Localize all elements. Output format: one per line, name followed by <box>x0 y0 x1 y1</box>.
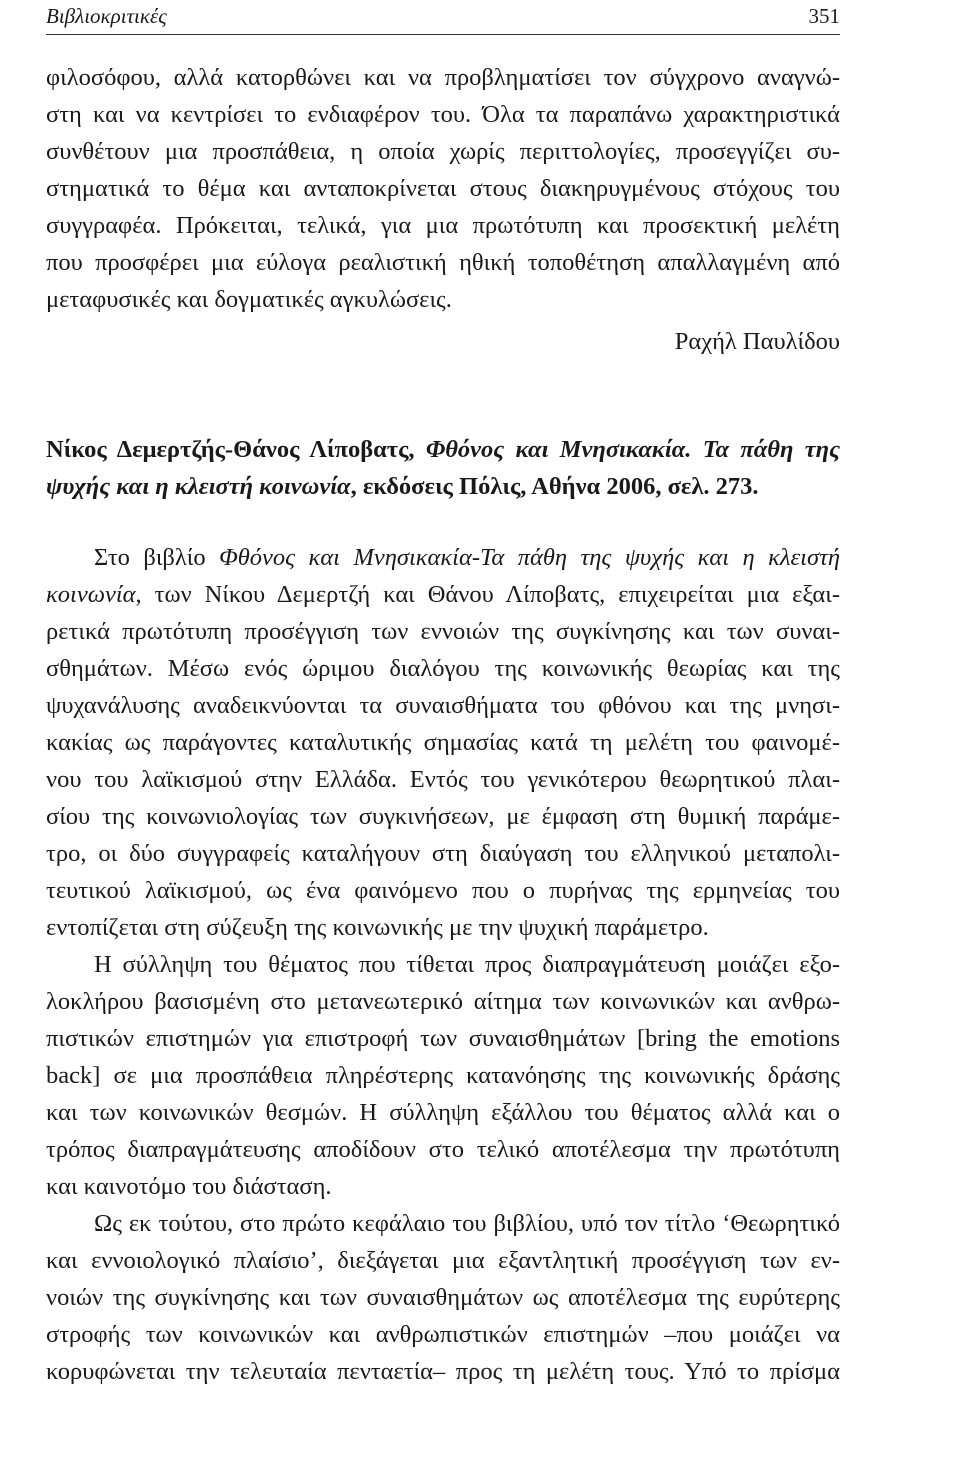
text-line: στη και να κεντρίσει το ενδιαφέρον του. Όλα τα παραπάνω χαρακτηριστικά <box>46 101 840 128</box>
page-number: 351 <box>808 4 840 28</box>
text-line: Ως εκ τούτου, στο πρώτο κεφάλαιο του βιβλίου, υπό τον τίτλο ‘Θεωρητικό <box>94 1210 840 1237</box>
text-line: εντοπίζεται στη σύζευξη της κοινωνικής με την ψυχική παράμετρο. <box>46 914 709 941</box>
text-line: πιστικών επιστημών για επιστροφή των συναισθημάτων [bring the emotions <box>46 1025 840 1052</box>
book-title: Φθόνος και Μνησικακία-Τα πάθη της ψυχής και η κλειστή <box>219 544 840 571</box>
reviewer-signature: Ραχήλ Παυλίδου <box>674 328 840 355</box>
text-line: κακίας ως παράγοντες καταλυτικής σημασίας κατά τη μελέτη του φαινομέ- <box>46 729 840 756</box>
text-line: που προσφέρει μια εύλογα ρεαλιστική ηθική τοποθέτηση απαλλαγμένη από <box>46 249 840 276</box>
text-line <box>94 540 840 576</box>
text-line: σίου της κοινωνιολογίας των συγκινήσεων, με έμφαση στη θυμική παράμε- <box>46 803 840 830</box>
text-line: στροφής των κοινωνικών και ανθρωπιστικών επιστημών –που μοιάζει να <box>46 1321 840 1348</box>
text-line: κορυφώνεται την τελευταία πενταετία– προς τη μελέτη τους. Υπό το πρίσμα <box>46 1358 840 1385</box>
text-line: σθημάτων. Μέσω ενός ώριμου διαλόγου της κοινωνικής θεωρίας και της <box>46 655 840 682</box>
text-line: back] σε μια προσπάθεια πληρέστερης κατανόησης της κοινωνικής δράσης <box>46 1062 840 1089</box>
text-line: ρετικά πρωτότυπη προσέγγιση των εννοιών της συγκίνησης και των συναι- <box>46 618 840 645</box>
text-line: νου του λαϊκισμού στην Ελλάδα. Εντός του γενικότερου θεωρητικού πλαι- <box>46 766 840 793</box>
text-line: συνθέτουν μια προσπάθεια, η οποία χωρίς περιττολογίες, προσεγγίζει συ- <box>46 138 840 165</box>
citation-title: Φθόνος και Μνησικακία. Τα πάθη της <box>425 436 840 463</box>
text-line: τρο, οι δύο συγγραφείς καταλήγουν στη διαύγαση του ελληνικού μεταπολι- <box>46 840 840 867</box>
text-line: τευτικού λαϊκισμού, ως ένα φαινόμενο που ο πυρήνας της ερμηνείας του <box>46 877 840 904</box>
text-line: λοκλήρου βασισμένη στο μετανεωτερικό αίτημα των κοινωνικών και ανθρω- <box>46 988 840 1015</box>
text-line: και εννοιολογικό πλαίσιο’, διεξάγεται μια εξαντλητική προσέγγιση των εν- <box>46 1247 840 1274</box>
citation-line-1 <box>46 432 840 468</box>
citation-title-cont: ψυχής και η κλειστή κοινωνία <box>46 473 351 500</box>
text-line: φιλοσόφου, αλλά κατορθώνει και να προβληματίσει τον σύγχρονο αναγνώ- <box>46 64 840 91</box>
text-span: , των Νίκου Δεμερτζή και Θάνου Λίποβατς, επιχειρείται μια εξαι- <box>135 581 840 608</box>
text-line: ψυχανάλυσης αναδεικνύονται τα συναισθήματα του φθόνου και της μνησι- <box>46 692 840 719</box>
text-line: και καινοτόμο του διάσταση. <box>46 1173 332 1200</box>
text-line: μεταφυσικές και δογματικές αγκυλώσεις. <box>46 286 452 313</box>
running-header-title: Βιβλιοκριτικές <box>46 4 167 28</box>
text-line: και των κοινωνικών θεσμών. Η σύλληψη εξάλλου του θέματος αλλά και ο <box>46 1099 840 1126</box>
citation-line-2 <box>46 469 840 505</box>
book-title: κοινωνία <box>46 581 136 608</box>
text-line: τρόπος διαπραγμάτευσης αποδίδουν στο τελικό αποτέλεσμα την πρωτότυπη <box>46 1136 840 1163</box>
text-line: νοιών της συγκίνησης και των συναισθημάτων ως αποτέλεσμα της ευρύτερης <box>46 1284 840 1311</box>
text-line <box>46 577 840 613</box>
text-line: Η σύλληψη του θέματος που τίθεται προς διαπραγμάτευση μοιάζει εξο- <box>94 951 840 978</box>
text-span: Στο βιβλίο <box>94 544 220 571</box>
citation-publisher: , εκδόσεις Πόλις, Αθήνα 2006, σελ. 273. <box>350 473 759 500</box>
running-header <box>46 4 840 35</box>
text-line: συγγραφέα. Πρόκειται, τελικά, για μια πρωτότυπη και προσεκτική μελέτη <box>46 212 840 239</box>
citation-authors: Νίκος Δεμερτζής-Θάνος Λίποβατς, <box>46 436 426 463</box>
text-line: στηματικά το θέμα και ανταποκρίνεται στους διακηρυγμένους στόχους του <box>46 175 840 202</box>
